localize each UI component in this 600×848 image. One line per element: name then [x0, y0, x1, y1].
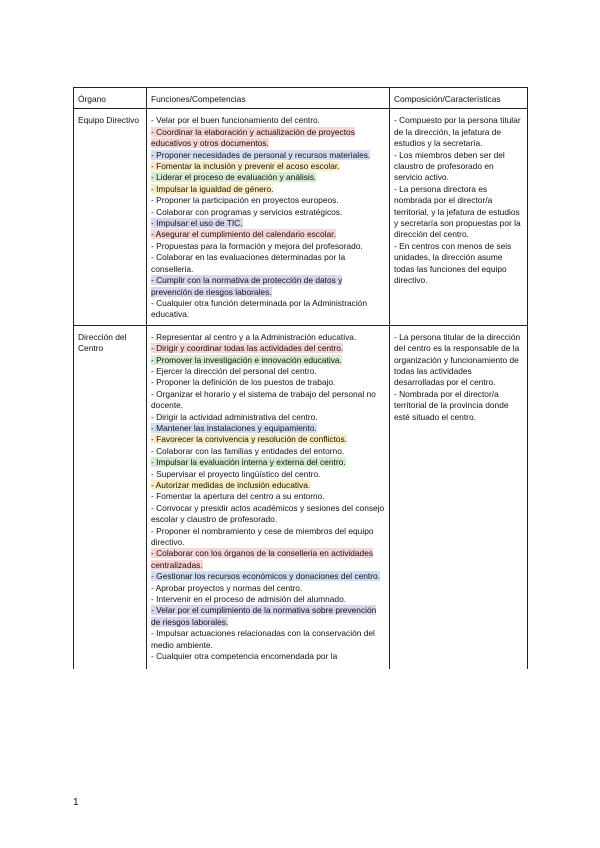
functions-list — [151, 332, 385, 665]
list-item-text: - Velar por el buen funcionamiento del centro. — [151, 115, 320, 126]
functions-list — [151, 115, 385, 320]
list-item — [151, 241, 385, 252]
list-item-text: - En centros con menos de seis unidades, la dirección asume todas las funciones del equipo directivo. — [394, 240, 512, 286]
list-item-text: - Los miembros deben ser del claustro de profesorado en servicio activo. — [394, 149, 505, 183]
list-item-text: - Cualquier otra competencia encomendada por la — [151, 651, 338, 662]
list-item — [151, 469, 385, 480]
list-item-text: - Favorecer la convivencia y resolución de conflictos. — [151, 434, 347, 445]
list-item — [151, 571, 385, 582]
list-item — [151, 207, 385, 218]
composition-cell — [390, 109, 528, 325]
competencies-table — [73, 87, 528, 669]
list-item-text: - Liderar el proceso de evaluación y análisis. — [151, 172, 317, 183]
list-item — [151, 412, 385, 423]
list-item-text: - Dirigir y coordinar todas las actividades del centro. — [151, 343, 344, 354]
list-item — [151, 491, 385, 502]
list-item — [151, 150, 385, 161]
list-item-text: - Proponer la definición de los puestos de trabajo. — [151, 377, 336, 388]
list-item-text: - Propuestas para la formación y mejora del profesorado. — [151, 240, 363, 251]
list-item — [151, 115, 385, 126]
list-item-text: - Colaborar en las evaluaciones determinadas por la conselleria. — [151, 252, 346, 274]
list-item-text: - Proponer el nombramiento y cese de miembros del equipo directivo. — [151, 525, 374, 548]
list-item — [151, 218, 385, 229]
list-item — [151, 446, 385, 457]
list-item-text: - Impulsar la evaluación interna y externa del centro. — [151, 457, 346, 468]
organ-name: Dirección del Centro — [78, 331, 127, 354]
list-item — [151, 526, 385, 549]
list-item-text: - Impulsar actuaciones relacionadas con la conservación del medio ambiente. — [151, 628, 375, 650]
header-composition: Composición/Características — [390, 88, 528, 109]
list-item-text: - La persona titular de la dirección del centro es la responsable de la organización y funcionamiento de todas las actividades desarrolladas por el centro. — [394, 331, 521, 388]
list-item — [151, 332, 385, 343]
list-item — [151, 480, 385, 491]
list-item — [151, 172, 385, 183]
list-item-text: - Impulsar la igualdad de género. — [151, 183, 274, 194]
list-item-text: - Impulsar el uso de TIC. — [151, 218, 243, 229]
list-item-text: - Dirigir la actividad administrativa del centro. — [151, 411, 318, 422]
list-item — [394, 150, 523, 184]
list-item — [151, 184, 385, 195]
list-item — [151, 343, 385, 354]
list-item-text: - Compuesto por la persona titular de la dirección, la jefatura de estudios y la secretaría. — [394, 115, 521, 149]
list-item-text: - Velar por el cumplimiento de la normativa sobre prevención de riesgos laborales. — [151, 605, 377, 627]
list-item-text: - Supervisar el proyecto lingüístico del centro. — [151, 468, 321, 479]
list-item-text: - Fomentar la inclusión y prevenir el acoso escolar. — [151, 161, 340, 172]
list-item-text: - Gestionar los recursos económicos y donaciones del centro. — [151, 571, 381, 582]
list-item-text: - Cumplir con la normativa de protección de datos y prevención de riesgos laborales. — [151, 275, 343, 297]
list-item — [151, 298, 385, 321]
composition-list — [394, 115, 523, 286]
list-item — [151, 651, 385, 662]
list-item — [394, 389, 523, 423]
header-functions: Funciones/Competencias — [147, 88, 390, 109]
list-item-text: - Fomentar la apertura del centro a su entorno. — [151, 491, 325, 502]
list-item-text: - Mantener las instalaciones y equipamiento. — [151, 422, 317, 433]
list-item — [394, 332, 523, 389]
list-item-text: - Colaborar con las familias y entidades del entorno. — [151, 445, 345, 456]
list-item — [151, 195, 385, 206]
list-item — [151, 423, 385, 434]
list-item-text: - Autorizar medidas de inclusión educativa. — [151, 480, 311, 490]
functions-cell — [147, 109, 390, 325]
list-item-text: - Organizar el horario y el sistema de trabajo del personal no docente. — [151, 388, 376, 411]
list-item — [151, 594, 385, 605]
organ-cell — [74, 109, 147, 325]
organ-cell — [74, 325, 147, 668]
list-item-text: - Cualquier otra función determinada por la Administración educativa. — [151, 297, 368, 320]
list-item-text: - Asegurar el cumplimiento del calendario escolar. — [151, 229, 336, 240]
page-number: 1 — [73, 797, 79, 808]
list-item-text: - Coordinar la elaboración y actualización de proyectos educativos y otros documentos. — [151, 126, 355, 149]
list-item-text: - La persona directora es nombrada por el director/a territorial, y la jefatura de estudios y secretaría son propuestas por la dirección del centro. — [394, 183, 521, 240]
list-item — [394, 184, 523, 241]
organ-name: Equipo Directivo — [78, 115, 139, 126]
table-header-row — [74, 88, 528, 109]
list-item — [394, 115, 523, 149]
list-item-text: - Proponer la participación en proyectos europeos. — [151, 195, 339, 206]
list-item-text: - Aprobar proyectos y normas del centro. — [151, 582, 303, 593]
list-item-text: - Convocar y presidir actos académicos y sesiones del consejo escolar y claustro de profesorado. — [151, 502, 385, 525]
list-item-text: - Colaborar con los órganos de la conselleria en actividades centralizadas. — [151, 548, 374, 570]
functions-cell — [147, 325, 390, 668]
list-item — [151, 252, 385, 275]
list-item-text: - Promover la investigación e innovación educativa. — [151, 354, 342, 365]
list-item — [151, 355, 385, 366]
composition-list — [394, 332, 523, 425]
list-item-text: - Proponer necesidades de personal y recursos materiales. — [151, 149, 371, 160]
list-item — [151, 366, 385, 377]
list-item — [151, 275, 385, 298]
list-item — [151, 503, 385, 526]
list-item — [151, 605, 385, 628]
list-item — [151, 161, 385, 172]
list-item-text: - Nombrada por el director/a territorial de la provincia donde esté situado el centro. — [394, 388, 509, 422]
list-item — [151, 434, 385, 445]
list-item — [151, 127, 385, 150]
header-organ: Órgano — [74, 88, 147, 109]
list-item-text: - Intervenir en el proceso de admisión del alumnado. — [151, 594, 347, 605]
table-row — [74, 325, 528, 668]
list-item — [151, 229, 385, 240]
list-item — [151, 389, 385, 412]
list-item-text: - Colaborar con programas y servicios estratégicos. — [151, 206, 343, 217]
list-item — [151, 377, 385, 388]
list-item-text: - Ejercer la dirección del personal del centro. — [151, 365, 317, 376]
composition-cell — [390, 325, 528, 668]
list-item — [151, 628, 385, 651]
list-item — [151, 583, 385, 594]
list-item — [394, 241, 523, 287]
list-item-text: - Representar al centro y a la Administración educativa. — [151, 331, 357, 342]
table-row — [74, 109, 528, 325]
list-item — [151, 457, 385, 468]
list-item — [151, 548, 385, 571]
